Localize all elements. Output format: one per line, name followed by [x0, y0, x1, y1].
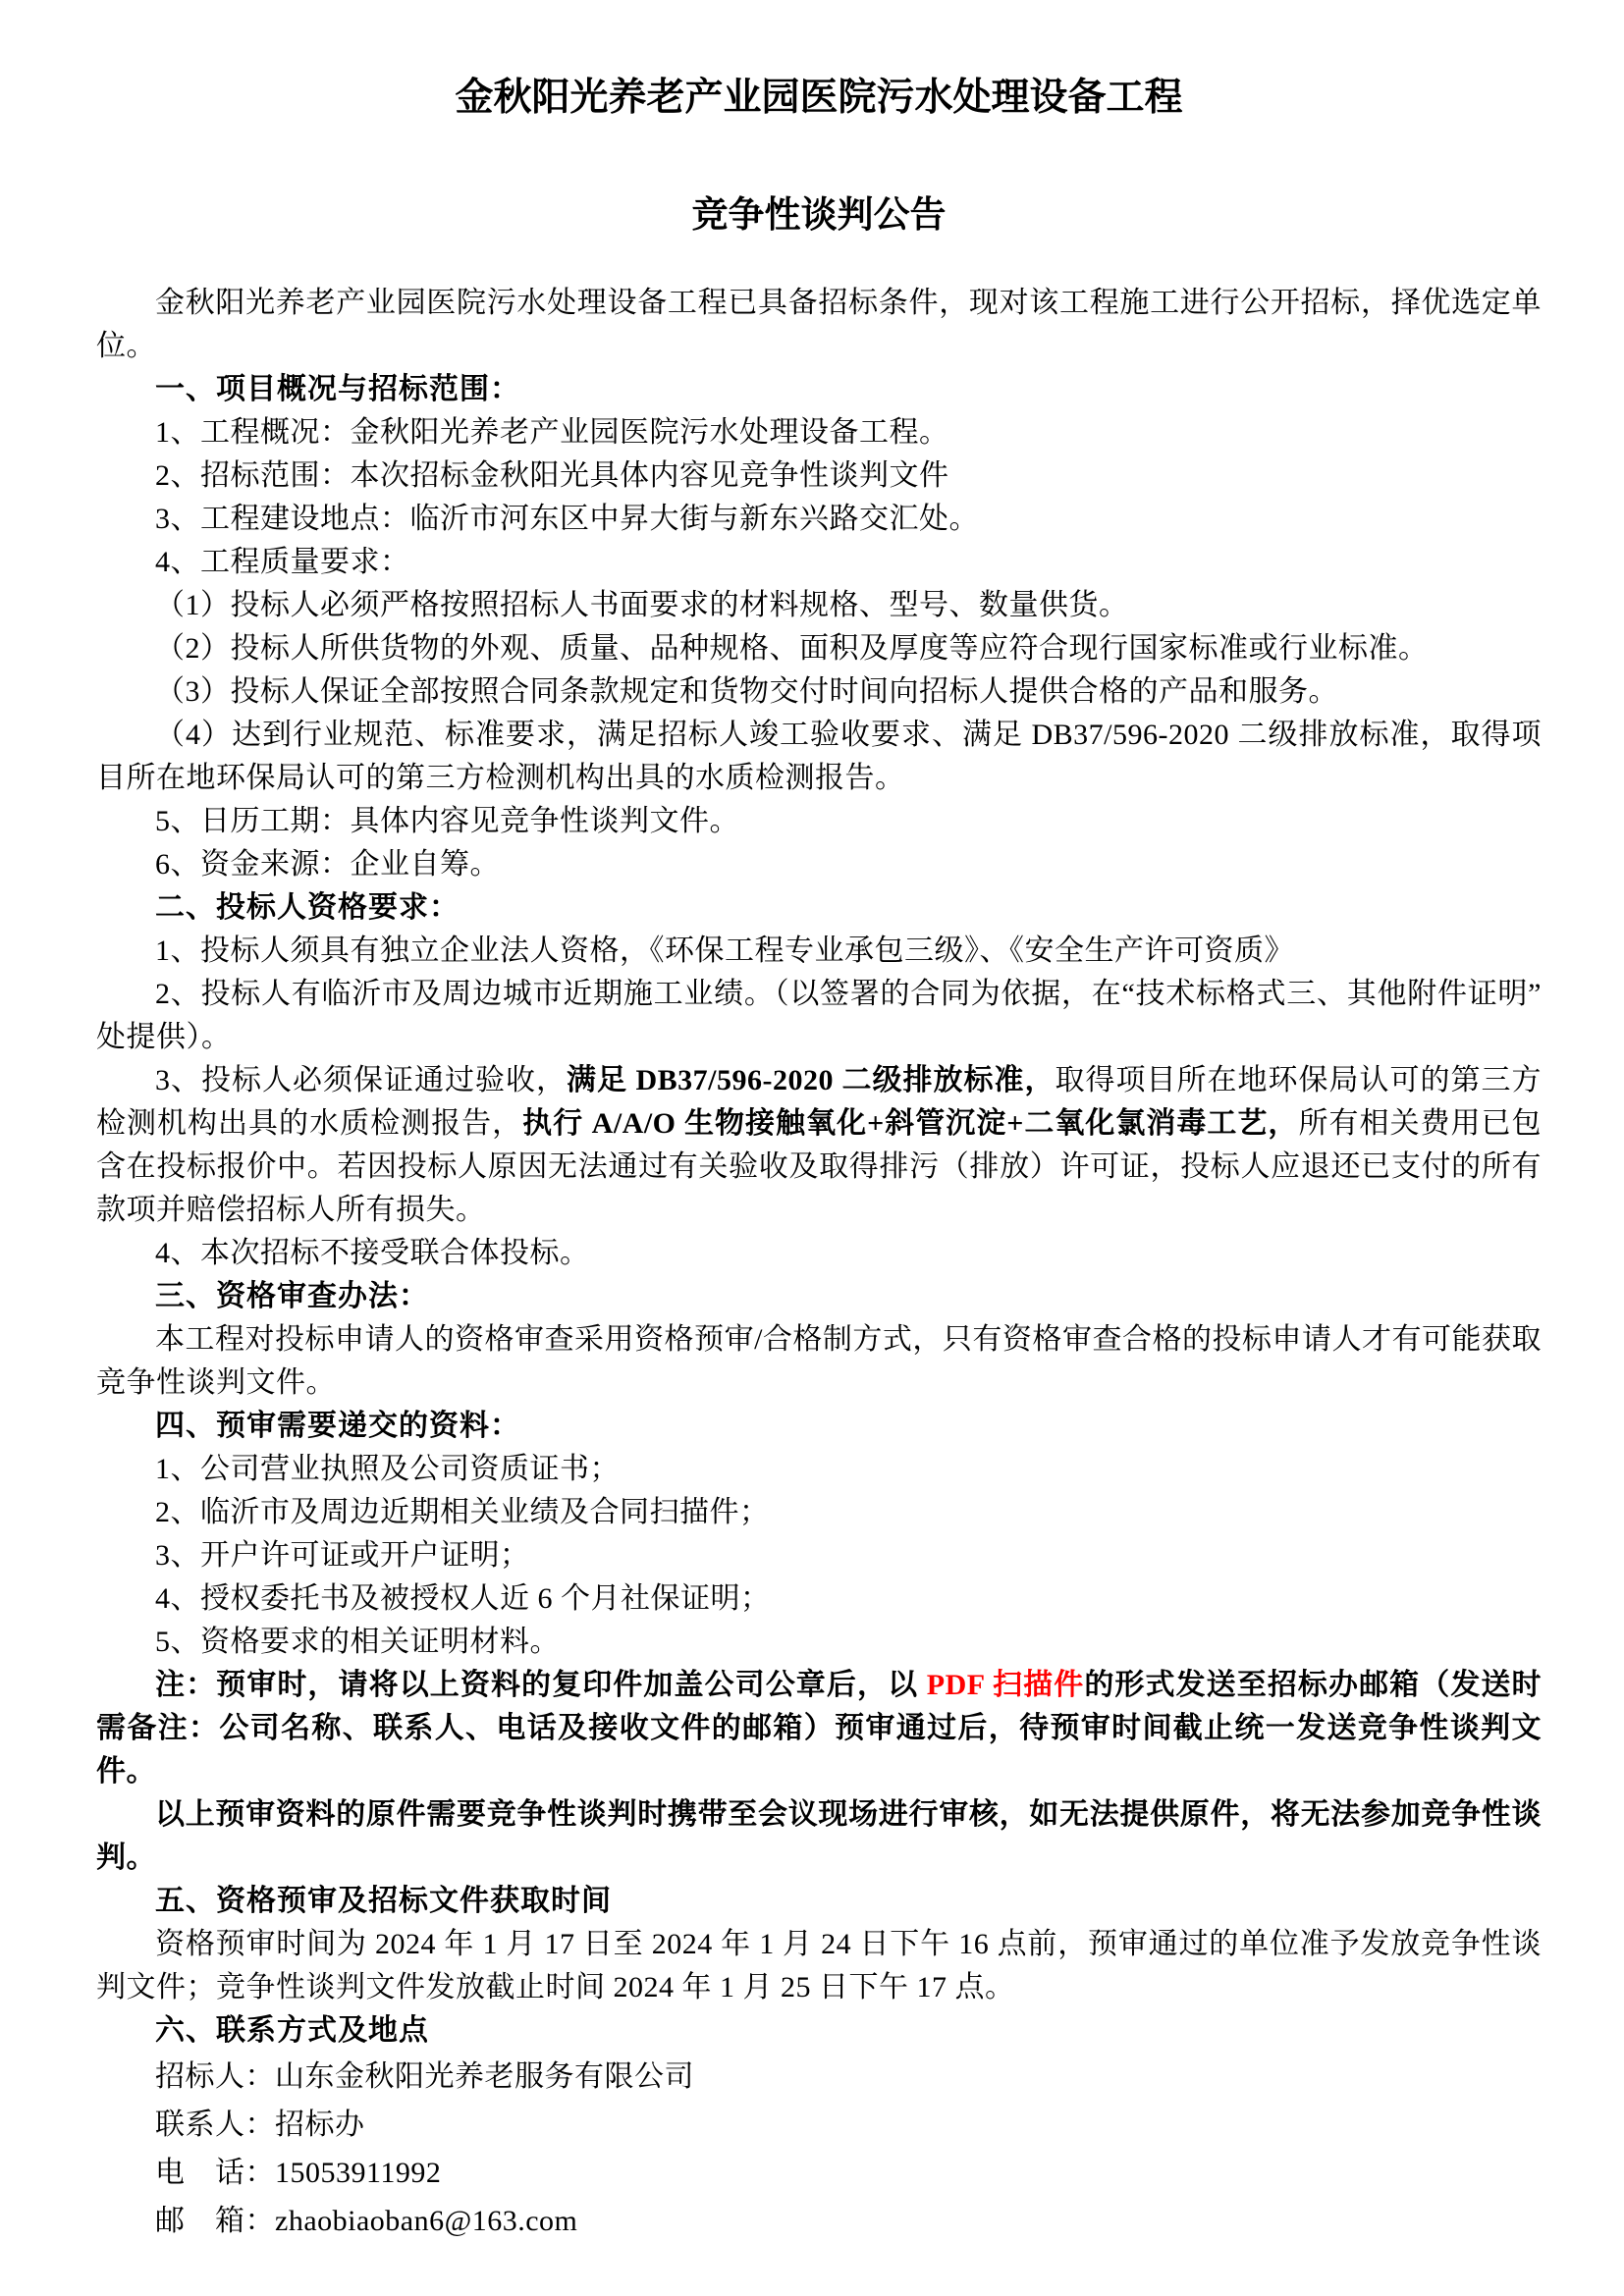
- text-run: 五、资格预审及招标文件获取时间: [155, 1885, 612, 1917]
- text-run: （4）达到行业规范、标准要求，满足招标人竣工验收要求、满足 DB37/596-2020 二级排放标准，取得项目所在地环保局认可的第三方检测机构出具的水质检测报告。: [96, 719, 1542, 794]
- document-title: 金秋阳光养老产业园医院污水处理设备工程: [455, 77, 1183, 119]
- paragraph: [96, 584, 1542, 627]
- section-heading: [96, 886, 1542, 930]
- text-run: 4、授权委托书及被授权人近 6 个月社保证明；: [155, 1582, 771, 1615]
- text-run: 四、预审需要递交的资料：: [155, 1410, 520, 1442]
- paragraph: [96, 1318, 1542, 1405]
- paragraph: [96, 1793, 1542, 1880]
- text-run: 的形式发送至招标办邮箱（发送时需备注：公司名称、联系人、电话及接收文件的邮箱）预审通过后，待预审时间截止统一发送竞争性谈判文件。: [96, 1669, 1543, 1788]
- section-heading: [96, 368, 1542, 411]
- text-run: 取得项目所在地环保局认可的第三方检测机构出具的水质检测报告，: [96, 1064, 1542, 1140]
- text-run: 以上预审资料的原件需要竞争性谈判时携带至会议现场进行审核，如无法提供原件，将无法参加竞争性谈判。: [96, 1798, 1542, 1874]
- text-run: 招标人：山东金秋阳光养老服务有限公司: [155, 2060, 694, 2093]
- document-subtitle: 竞争性谈判公告: [691, 195, 947, 236]
- paragraph: [96, 282, 1542, 368]
- paragraph: [96, 411, 1542, 454]
- text-run: 一、项目概况与招标范围：: [155, 373, 520, 405]
- text-run: （1）投标人必须严格按照招标人书面要求的材料规格、型号、数量供货。: [155, 589, 1129, 621]
- paragraph: [96, 541, 1542, 584]
- text-run: 二、投标人资格要求：: [155, 891, 460, 924]
- text-run: 1、工程概况：金秋阳光养老产业园医院污水处理设备工程。: [155, 416, 949, 449]
- text-run: 2、投标人有临沂市及周边城市近期施工业绩。（以签署的合同为依据，在“技术标格式三、其他附件证明”处提供）。: [96, 978, 1542, 1053]
- paragraph: [96, 2197, 1542, 2245]
- text-run: 3、工程建设地点：临沂市河东区中昇大街与新东兴路交汇处。: [155, 503, 979, 535]
- text-run: （3）投标人保证全部按照合同条款规定和货物交付时间向招标人提供合格的产品和服务。: [155, 675, 1338, 708]
- paragraph: [96, 627, 1542, 670]
- section-heading: [96, 1275, 1542, 1318]
- text-run: 联系人：招标办: [155, 2109, 365, 2141]
- paragraph: [96, 670, 1542, 714]
- text-run: 邮 箱：zhaobiaoban6@163.com: [155, 2205, 578, 2237]
- text-run: 注：预审时，请将以上资料的复印件加盖公司公章后，以: [155, 1669, 927, 1701]
- section-heading: [96, 1880, 1542, 1923]
- text-run: 4、工程质量要求：: [155, 546, 410, 578]
- paragraph: [96, 2053, 1542, 2101]
- text-run: 金秋阳光养老产业园医院污水处理设备工程已具备招标条件，现对该工程施工进行公开招标，择优选定单位。: [96, 287, 1542, 362]
- text-run: 1、公司营业执照及公司资质证书；: [155, 1453, 620, 1485]
- paragraph: [96, 1448, 1542, 1491]
- document-body: [96, 282, 1542, 2245]
- text-run: 所有相关费用已包含在投标报价中。若因投标人原因无法通过有关验收及取得排污（排放）许可证，投标人应退还已支付的所有款项并赔偿招标人所有损失。: [96, 1107, 1543, 1226]
- text-run: 1、投标人须具有独立企业法人资格，《环保工程专业承包三级》、《安全生产许可资质》: [155, 934, 1294, 967]
- paragraph: [96, 1059, 1542, 1232]
- paragraph: [96, 973, 1542, 1059]
- text-run: 4、本次招标不接受联合体投标。: [155, 1237, 590, 1269]
- text-run: 3、开户许可证或开户证明；: [155, 1539, 530, 1572]
- paragraph: [96, 714, 1542, 800]
- paragraph: [96, 2101, 1542, 2149]
- paragraph: [96, 843, 1542, 886]
- paragraph: [96, 1491, 1542, 1534]
- text-run: 5、资格要求的相关证明材料。: [155, 1626, 560, 1658]
- section-heading: [96, 1405, 1542, 1448]
- text-run: 2、招标范围：本次招标金秋阳光具体内容见竞争性谈判文件: [155, 459, 949, 492]
- paragraph: [96, 2149, 1542, 2197]
- text-run: 5、日历工期：具体内容见竞争性谈判文件。: [155, 805, 739, 837]
- highlight-red-text: PDF 扫描件: [926, 1669, 1085, 1701]
- paragraph: [96, 1621, 1542, 1664]
- paragraph: [96, 1534, 1542, 1577]
- text-run: 本工程对投标申请人的资格审查采用资格预审/合格制方式，只有资格审查合格的投标申请人才有可能获取竞争性谈判文件。: [96, 1323, 1542, 1399]
- text-run: 三、资格审查办法：: [155, 1280, 429, 1312]
- paragraph: [96, 1923, 1542, 2009]
- paragraph: [96, 498, 1542, 541]
- text-run: 3、投标人必须保证通过验收，: [155, 1064, 567, 1096]
- text-run: 6、资金来源：企业自筹。: [155, 848, 500, 881]
- text-run: 资格预审时间为 2024 年 1 月 17 日至 2024 年 1 月 24 日下午 16 点前，预审通过的单位准予发放竞争性谈判文件；竞争性谈判文件发放截止时间 2024 年 1 月 25 日下午 17 点。: [96, 1928, 1542, 2003]
- text-run: 六、联系方式及地点: [155, 2014, 429, 2047]
- section-heading: [96, 2009, 1542, 2053]
- paragraph: [96, 1577, 1542, 1621]
- paragraph: [96, 800, 1542, 843]
- text-run: 2、临沂市及周边近期相关业绩及合同扫描件；: [155, 1496, 770, 1528]
- paragraph: [96, 930, 1542, 973]
- text-run: 电 话：15053911992: [155, 2157, 442, 2189]
- text-run: 满足 DB37/596-2020 二级排放标准，: [567, 1064, 1056, 1096]
- text-run: 执行 A/A/O 生物接触氧化+斜管沉淀+二氧化氯消毒工艺，: [522, 1107, 1299, 1140]
- paragraph: [96, 1232, 1542, 1275]
- text-run: （2）投标人所供货物的外观、质量、品种规格、面积及厚度等应符合现行国家标准或行业标准。: [155, 632, 1429, 665]
- paragraph: [96, 454, 1542, 498]
- paragraph: [96, 1664, 1542, 1793]
